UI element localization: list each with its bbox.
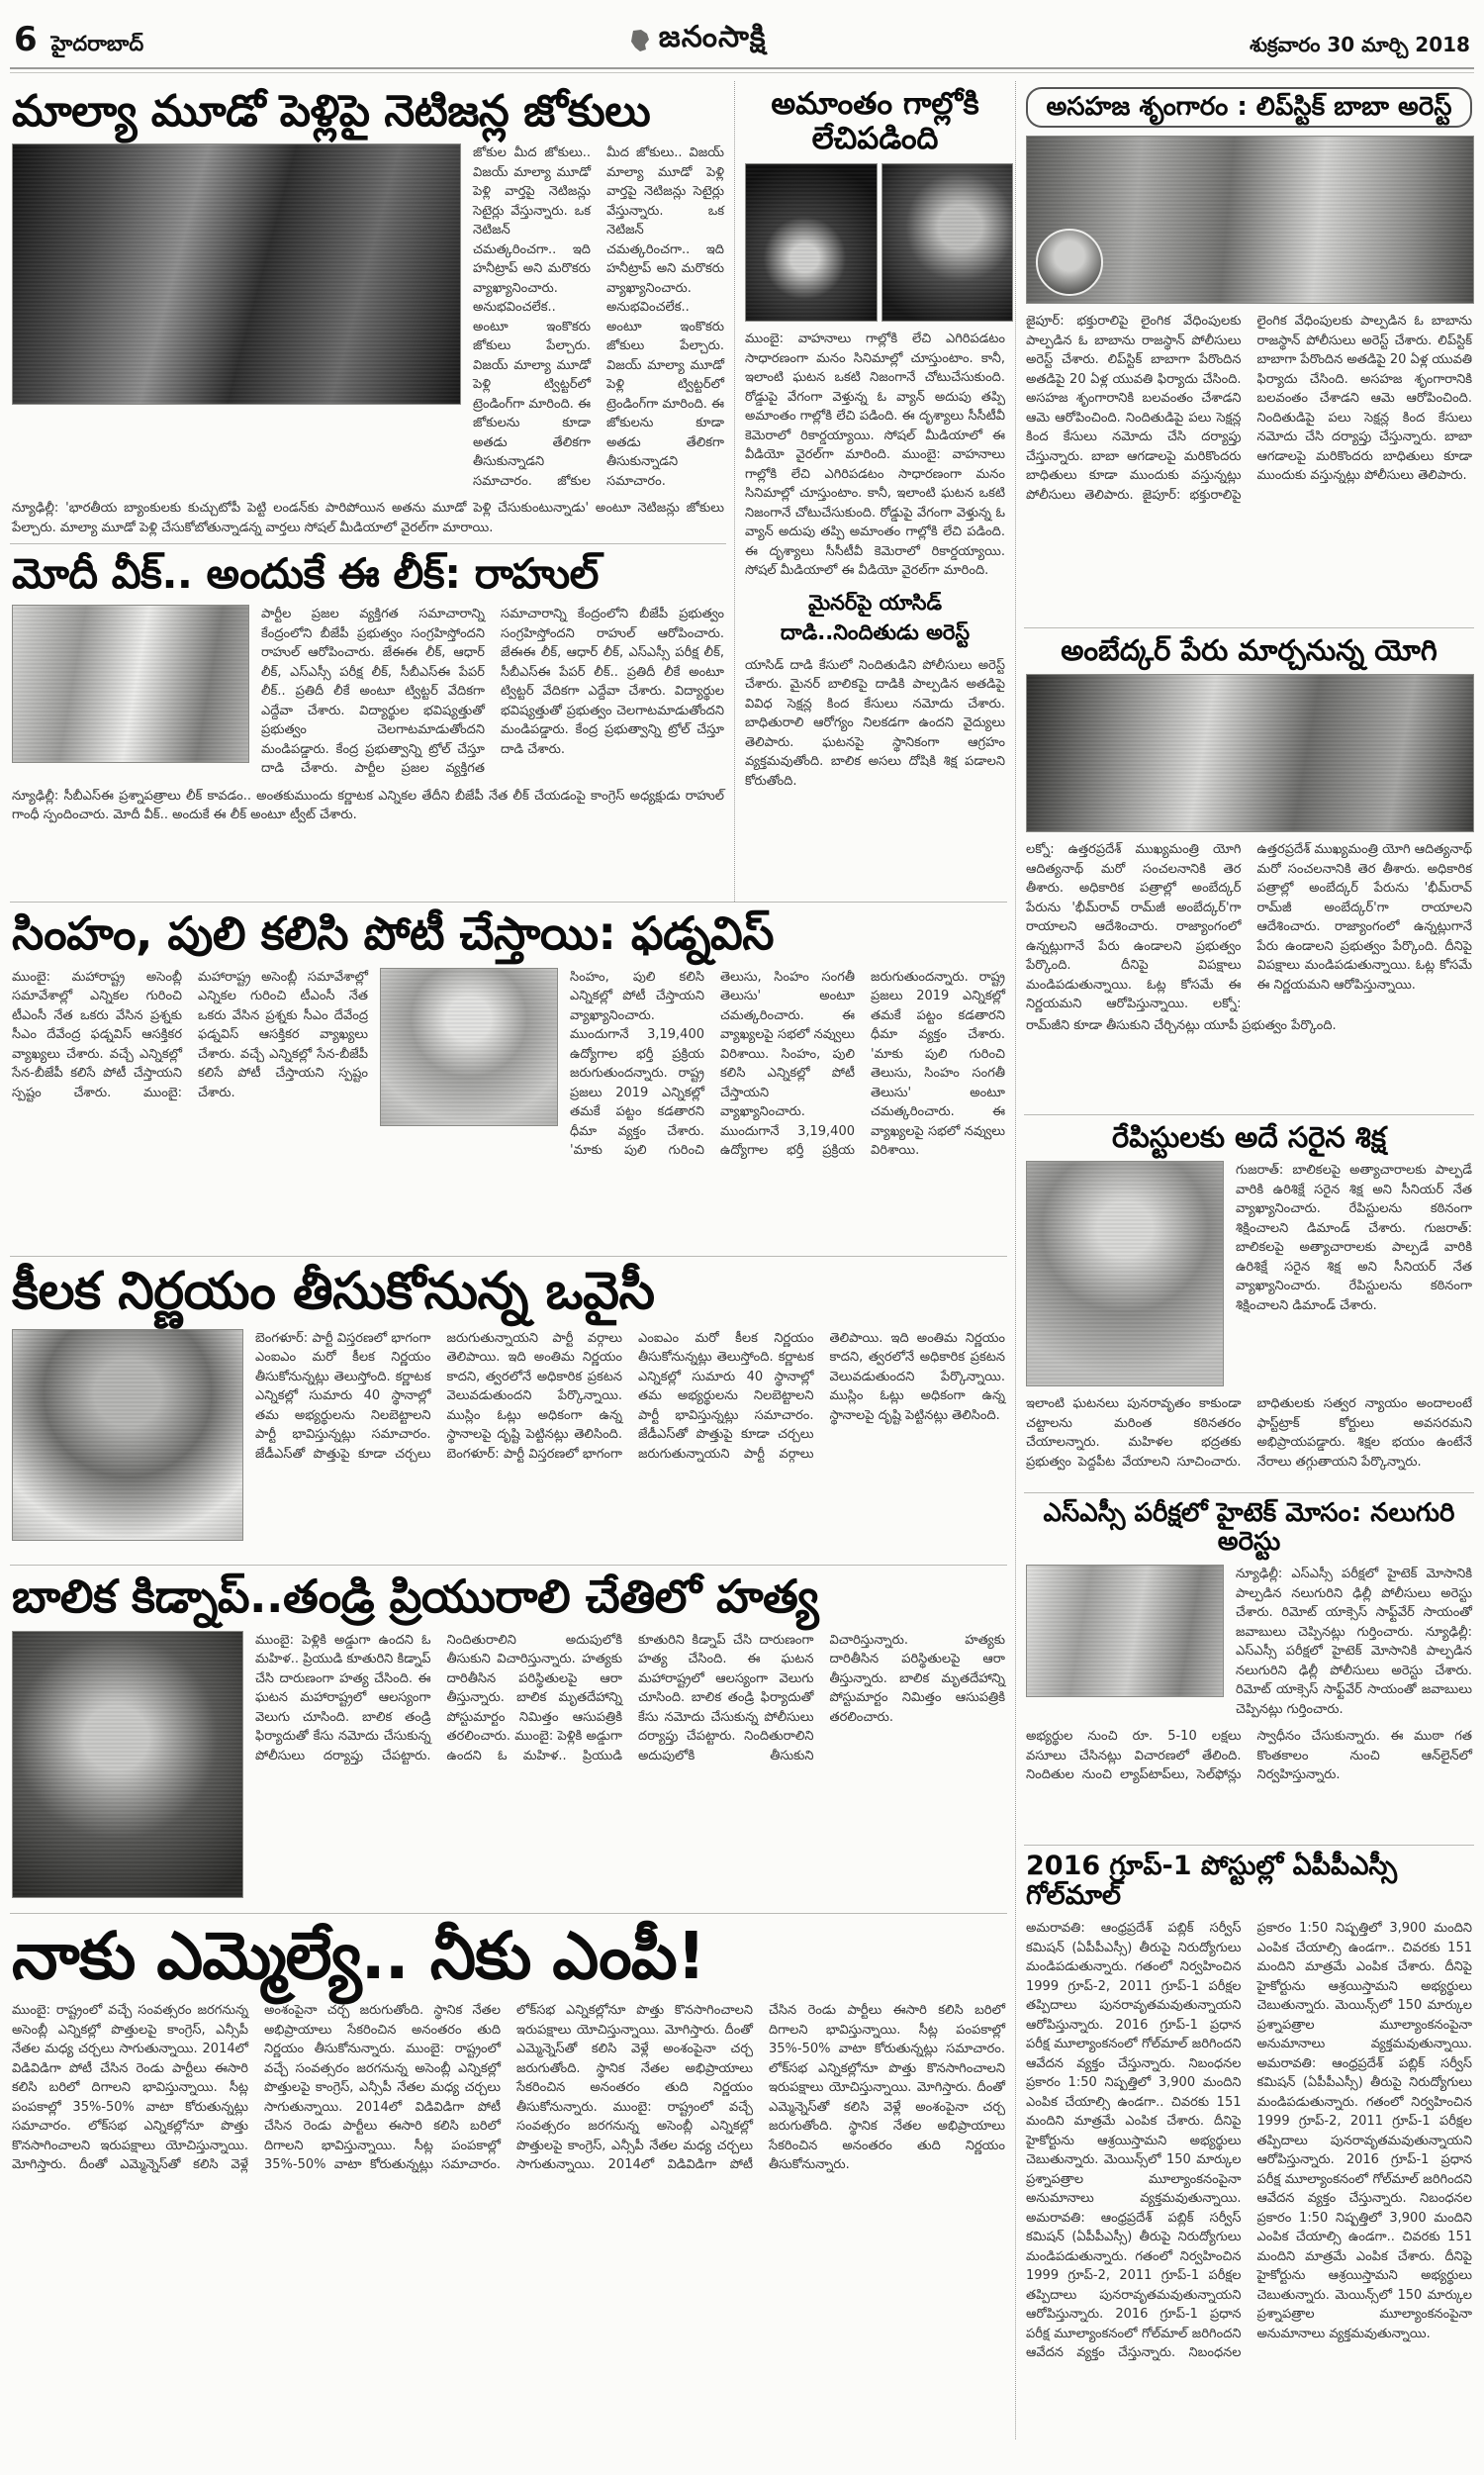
article-girl-murder: [10, 1565, 1007, 1913]
article-rapists-foot: ఇలాంటి ఘటనలు పునరావృతం కాకుండా చట్టాలను మరింత కఠినతరం చేయాలన్నారు. మహిళల భద్రతకు ప్రభుత్వం పెద్దపీట వేయాలని సూచించారు. బాధితులకు సత్వర న్యాయం అందాలంటే ఫాస్ట్‌ట్రాక్ కోర్టులు అవసరమని అభిప్రాయపడ్డారు. శిక్షల భయం ఉంటేనే నేరాలు తగ్గుతాయని పేర్కొన్నారు.: [1026, 1396, 1472, 1470]
article-baba-body: జైపూర్: భక్తురాలిపై లైంగిక వేధింపులకు పాల్పడిన ఓ బాబాను రాజస్థాన్ పోలీసులు అరెస్ట్ చేశారు. లిప్‌స్టిక్ బాబాగా పేరొందిన అతడిపై 20 ఏళ్ల యువతి ఫిర్యాదు చేసింది. అసహజ శృంగారానికి బలవంతం చేశాడని ఆమె ఆరోపించింది. నిందితుడిపై పలు సెక్షన్ల కింద కేసులు నమోదు చేసి దర్యాప్తు చేస్తున్నారు. బాబా ఆగడాలపై మరికొందరు బాధితులు కూడా ముందుకు వస్తున్నట్లు పోలీసులు తెలిపారు. జైపూర్: భక్తురాలిపై లైంగిక వేధింపులకు పాల్పడిన ఓ బాబాను రాజస్థాన్ పోలీసులు అరెస్ట్ చేశారు. లిప్‌స్టిక్ బాబాగా పేరొందిన అతడిపై 20 ఏళ్ల యువతి ఫిర్యాదు చేసింది. అసహజ శృంగారానికి బలవంతం చేశాడని ఆమె ఆరోపించింది. నిందితుడిపై పలు సెక్షన్ల కింద కేసులు నమోదు చేసి దర్యాప్తు చేస్తున్నారు. బాబా ఆగడాలపై మరికొందరు బాధితులు కూడా ముందుకు వస్తున్నట్లు పోలీసులు తెలిపారు.: [1026, 314, 1472, 503]
article-appsc-headline: 2016 గ్రూప్-1 పోస్టుల్లో ఏపీపీఎస్సీ గోల్‌మాల్: [1026, 1851, 1398, 1912]
article-owaisi: [10, 1256, 1007, 1565]
night-street-photo-left: [745, 163, 878, 322]
edition-label: హైదరాబాద్: [50, 32, 144, 55]
main-column-separator: [1015, 81, 1016, 2439]
owaisi-photo: [12, 1329, 243, 1541]
article-mallya-headline: మాల్యా మూడో పెళ్లిపై నెటిజన్ల జోకులు: [12, 86, 651, 137]
article-fadnavis-body-left: ముంబై: మహారాష్ట్ర అసెంబ్లీ సమావేశాల్లో ఎన్నికల గురించి టీఎంసీ నేత ఒకరు వేసిన ప్రశ్నకు సీఎం దేవేంద్ర ఫడ్నవిస్ ఆసక్తికర వ్యాఖ్యలు చేశారు. వచ్చే ఎన్నికల్లో సేన-బీజేపీ కలిసే పోటీ చేస్తాయని స్పష్టం చేశారు. ముంబై: మహారాష్ట్ర అసెంబ్లీ సమావేశాల్లో ఎన్నికల గురించి టీఎంసీ నేత ఒకరు వేసిన ప్రశ్నకు సీఎం దేవేంద్ర ఫడ్నవిస్ ఆసక్తికర వ్యాఖ్యలు చేశారు. వచ్చే ఎన్నికల్లో సేన-బీజేపీ కలిసే పోటీ చేస్తాయని స్పష్టం చేశారు.: [12, 969, 368, 1100]
article-ssc-fraud: [1024, 1492, 1474, 1845]
yogi-ambedkar-photo: [1026, 674, 1474, 832]
article-owaisi-body: బెంగళూర్: పార్టీ విస్తరణలో భాగంగా ఎంఐఎం మరో కీలక నిర్ణయం తీసుకోనున్నట్లు తెలుస్తోంది. కర్ణాటక ఎన్నికల్లో సుమారు 40 స్థానాల్లో తమ అభ్యర్థులను నిలబెట్టాలని పార్టీ భావిస్తున్నట్లు సమాచారం. జేడీఎస్‌తో పొత్తుపై కూడా చర్చలు జరుగుతున్నాయని పార్టీ వర్గాలు తెలిపాయి. ఇది అంతిమ నిర్ణయం కాదని, త్వరలోనే అధికారిక ప్రకటన వెలువడుతుందని పేర్కొన్నాయి. ముస్లిం ఓట్లు అధికంగా ఉన్న స్థానాలపై దృష్టి పెట్టినట్లు తెలిసింది. బెంగళూర్: పార్టీ విస్తరణలో భాగంగా ఎంఐఎం మరో కీలక నిర్ణయం తీసుకోనున్నట్లు తెలుస్తోంది. కర్ణాటక ఎన్నికల్లో సుమారు 40 స్థానాల్లో తమ అభ్యర్థులను నిలబెట్టాలని పార్టీ భావిస్తున్నట్లు సమాచారం. జేడీఎస్‌తో పొత్తుపై కూడా చర్చలు జరుగుతున్నాయని పార్టీ వర్గాలు తెలిపాయి. ఇది అంతిమ నిర్ణయం కాదని, త్వరలోనే అధికారిక ప్రకటన వెలువడుతుందని పేర్కొన్నాయి. ముస్లిం ఓట్లు అధికంగా ఉన్న స్థానాలపై దృష్టి పెట్టినట్లు తెలిసింది.: [255, 1330, 1005, 1462]
article-girl-body: ముంబై: పెళ్లికి అడ్డుగా ఉందని ఓ మహిళ.. ప్రియుడి కూతురిని కిడ్నాప్ చేసి దారుణంగా హత్య చేసింది. ఈ ఘటన మహారాష్ట్రలో ఆలస్యంగా వెలుగు చూసింది. బాలిక తండ్రి ఫిర్యాదుతో కేసు నమోదు చేసుకున్న పోలీసులు దర్యాప్తు చేపట్టారు. నిందితురాలిని అదుపులోకి తీసుకుని విచారిస్తున్నారు. హత్యకు దారితీసిన పరిస్థితులపై ఆరా తీస్తున్నారు. బాలిక మృతదేహాన్ని పోస్టుమార్టం నిమిత్తం ఆసుపత్రికి తరలించారు. ముంబై: పెళ్లికి అడ్డుగా ఉందని ఓ మహిళ.. ప్రియుడి కూతురిని కిడ్నాప్ చేసి దారుణంగా హత్య చేసింది. ఈ ఘటన మహారాష్ట్రలో ఆలస్యంగా వెలుగు చూసింది. బాలిక తండ్రి ఫిర్యాదుతో కేసు నమోదు చేసుకున్న పోలీసులు దర్యాప్తు చేపట్టారు. నిందితురాలిని అదుపులోకి తీసుకుని విచారిస్తున్నారు. హత్యకు దారితీసిన పరిస్థితులపై ఆరా తీస్తున్నారు. బాలిక మృతదేహాన్ని పోస్టుమార్టం నిమిత్తం ఆసుపత్రికి తరలించారు.: [255, 1632, 1005, 1763]
article-appsc: [1024, 1845, 1474, 2369]
article-rapists-body: గుజరాత్: బాలికలపై అత్యాచారాలకు పాల్పడే వారికి ఉరిశిక్షే సరైన శిక్ష అని సీనియర్ నేత వ్యాఖ్యానించారు. రేపిస్టులను కఠినంగా శిక్షించాలని డిమాండ్ చేశారు. గుజరాత్: బాలికలపై అత్యాచారాలకు పాల్పడే వారికి ఉరిశిక్షే సరైన శిక్ష అని సీనియర్ నేత వ్యాఖ్యానించారు. రేపిస్టులను కఠినంగా శిక్షించాలని డిమాండ్ చేశారు.: [1236, 1163, 1472, 1313]
article-appsc-body: అమరావతి: ఆంధ్రప్రదేశ్ పబ్లిక్ సర్వీస్ కమిషన్ (ఏపీపీఎస్సీ) తీరుపై నిరుద్యోగులు మండిపడుతున్నారు. గతంలో నిర్వహించిన 1999 గ్రూప్-2, 2011 గ్రూప్-1 పరీక్షల తప్పిదాలు పునరావృతమవుతున్నాయని ఆరోపిస్తున్నారు. 2016 గ్రూప్-1 ప్రధాన పరీక్ష మూల్యాంకనంలో గోల్‌మాల్ జరిగిందని ఆవేదన వ్యక్తం చేస్తున్నారు. నిబంధనల ప్రకారం 1:50 నిష్పత్తిలో 3,900 మందిని ఎంపిక చేయాల్సి ఉండగా.. చివరకు 151 మందిని మాత్రమే ఎంపిక చేశారు. దీనిపై హైకోర్టును ఆశ్రయిస్తామని అభ్యర్థులు చెబుతున్నారు. మెయిన్స్‌లో 150 మార్కుల ప్రశ్నాపత్రాల మూల్యాంకనంపైనా అనుమానాలు వ్యక్తమవుతున్నాయి. అమరావతి: ఆంధ్రప్రదేశ్ పబ్లిక్ సర్వీస్ కమిషన్ (ఏపీపీఎస్సీ) తీరుపై నిరుద్యోగులు మండిపడుతున్నారు. గతంలో నిర్వహించిన 1999 గ్రూప్-2, 2011 గ్రూప్-1 పరీక్షల తప్పిదాలు పునరావృతమవుతున్నాయని ఆరోపిస్తున్నారు. 2016 గ్రూప్-1 ప్రధాన పరీక్ష మూల్యాంకనంలో గోల్‌మాల్ జరిగిందని ఆవేదన వ్యక్తం చేస్తున్నారు. నిబంధనల ప్రకారం 1:50 నిష్పత్తిలో 3,900 మందిని ఎంపిక చేయాల్సి ఉండగా.. చివరకు 151 మందిని మాత్రమే ఎంపిక చేశారు. దీనిపై హైకోర్టును ఆశ్రయిస్తామని అభ్యర్థులు చెబుతున్నారు. మెయిన్స్‌లో 150 మార్కుల ప్రశ్నాపత్రాల మూల్యాంకనంపైనా అనుమానాలు వ్యక్తమవుతున్నాయి. అమరావతి: ఆంధ్రప్రదేశ్ పబ్లిక్ సర్వీస్ కమిషన్ (ఏపీపీఎస్సీ) తీరుపై నిరుద్యోగులు మండిపడుతున్నారు. గతంలో నిర్వహించిన 1999 గ్రూప్-2, 2011 గ్రూప్-1 పరీక్షల తప్పిదాలు పునరావృతమవుతున్నాయని ఆరోపిస్తున్నారు. 2016 గ్రూప్-1 ప్రధాన పరీక్ష మూల్యాంకనంలో గోల్‌మాల్ జరిగిందని ఆవేదన వ్యక్తం చేస్తున్నారు. నిబంధనల ప్రకారం 1:50 నిష్పత్తిలో 3,900 మందిని ఎంపిక చేయాల్సి ఉండగా.. చివరకు 151 మందిని మాత్రమే ఎంపిక చేశారు. దీనిపై హైకోర్టును ఆశ్రయిస్తామని అభ్యర్థులు చెబుతున్నారు. మెయిన్స్‌లో 150 మార్కుల ప్రశ్నాపత్రాల మూల్యాంకనంపైనా అనుమానాలు వ్యక్తమవుతున్నాయి.: [1026, 1921, 1472, 2361]
article-mallya: [10, 81, 726, 543]
article-rapists-headline: రేపిస్టులకు అదే సరైన శిక్ష: [1112, 1120, 1386, 1154]
article-girl-headline: బాలిక కిడ్నాప్..తండ్రి ప్రియురాలి చేతిలో హత్య: [12, 1570, 819, 1624]
article-yogi-ambedkar: [1024, 627, 1474, 1114]
article-modi-lede: న్యూఢిల్లీ: సీబీఎస్ఈ ప్రశ్నాపత్రాలు లీక్ కావడం.. అంతకుముందు కర్ణాటక ఎన్నికల తేదీని బీజేపీ నేత లీక్ చేయడంపై కాంగ్రెస్ అధ్యక్షుడు రాహుల్ గాంధీ స్పందించారు. మోదీ వీక్.. అందుకే ఈ లీక్ అంటూ ట్వీట్ చేశారు.: [12, 788, 724, 823]
page-number: 6: [14, 20, 38, 59]
article-ssc-foot: అభ్యర్థుల నుంచి రూ. 5-10 లక్షలు వసూలు చేసినట్లు విచారణలో తేలింది. నిందితుల నుంచి ల్యాప్‌టాప్‌లు, సెల్‌ఫోన్లు స్వాధీనం చేసుకున్నారు. ఈ ముఠా గత కొంతకాలం నుంచి ఆన్‌లైన్‌లో నిర్వహిస్తున్నారు.: [1026, 1729, 1472, 1783]
article-yogi-endline: రామ్‌జీని కూడా తీసుకుని చేర్చినట్లు యూపీ ప్రభుత్వం పేర్కొంది.: [1026, 1017, 1337, 1033]
masthead: [627, 20, 767, 61]
masthead-logo-icon: [627, 28, 653, 53]
minister-photo: [1026, 1161, 1224, 1386]
article-aerial-van: [743, 81, 1007, 797]
article-mallya-body: జోకుల మీద జోకులు.. విజయ్ మాల్యా మూడో పెళ్లి వార్తపై నెటిజన్లు సెటైర్లు వేస్తున్నారు. ఒక నెటిజన్ చమత్కరించగా.. ఇది హనీట్రాప్ అని మరొకరు వ్యాఖ్యానించారు. అనుభవించలేక.. అంటూ ఇంకొకరు జోకులు పేల్చారు. విజయ్ మాల్యా మూడో పెళ్లి ట్విట్టర్‌లో ట్రెండింగ్‌గా మారింది. ఈ జోకులను కూడా అతడు తేలికగా తీసుకున్నాడని సమాచారం. జోకుల మీద జోకులు.. విజయ్ మాల్యా మూడో పెళ్లి వార్తపై నెటిజన్లు సెటైర్లు వేస్తున్నారు. ఒక నెటిజన్ చమత్కరించగా.. ఇది హనీట్రాప్ అని మరొకరు వ్యాఖ్యానించారు. అనుభవించలేక.. అంటూ ఇంకొకరు జోకులు పేల్చారు. విజయ్ మాల్యా మూడో పెళ్లి ట్విట్టర్‌లో ట్రెండింగ్‌గా మారింది. ఈ జోకులను కూడా అతడు తేలికగా తీసుకున్నాడని సమాచారం.: [473, 145, 724, 489]
article-ssc-body: న్యూఢిల్లీ: ఎస్ఎస్సీ పరీక్షలో హైటెక్ మోసానికి పాల్పడిన నలుగురిని ఢిల్లీ పోలీసులు అరెస్టు చేశారు. రిమోట్ యాక్సెస్ సాఫ్ట్‌వేర్ సాయంతో జవాబులు చెప్పినట్లు గుర్తించారు. న్యూఢిల్లీ: ఎస్ఎస్సీ పరీక్షలో హైటెక్ మోసానికి పాల్పడిన నలుగురిని ఢిల్లీ పోలీసులు అరెస్టు చేశారు. రిమోట్ యాక్సెస్ సాఫ్ట్‌వేర్ సాయంతో జవాబులు చెప్పినట్లు గుర్తించారు.: [1236, 1567, 1472, 1717]
exam-hall-photo: [1026, 1565, 1224, 1697]
article-mla-headline: నాకు ఎమ్మెల్యే.. నీకు ఎంపీ!: [12, 1918, 705, 1995]
article-mallya-caption: న్యూఢిల్లీ: 'భారతీయ బ్యాంకులకు కుచ్చుటోపీ పెట్టి లండన్‌కు పారిపోయిన అతను మూడో పెళ్లి చేసుకుంటున్నాడు' అంటూ నెటిజన్లు జోకులు పేల్చారు. మాల్యా మూడో పెళ్లి చేసుకోబోతున్నాడన్న వార్తలు సోషల్ మీడియాలో వైరల్‌గా మారాయి.: [12, 501, 724, 535]
article-fadnavis-headline: సింహం, పులి కలిసి పోటీ చేస్తాయి: ఫడ్నవిస్: [12, 906, 775, 961]
article-baba-headline: అసహజ శృంగారం : లిప్‌స్టిక్ బాబా అరెస్ట్: [1026, 87, 1472, 128]
header-rule: [10, 67, 1474, 73]
article-aerial-headline: అమాంతం గాల్లోకి లేచిపడింది: [771, 86, 979, 156]
acid-attack-body: యాసిడ్ దాడి కేసులో నిందితుడిని పోలీసులు అరెస్ట్ చేశారు. మైనర్ బాలికపై దాడికి పాల్పడిన అతడిపై వివిధ సెక్షన్ల కింద కేసులు నమోదు చేశారు. బాధితురాలి ఆరోగ్యం నిలకడగా ఉందని వైద్యులు తెలిపారు. ఘటనపై స్థానికంగా ఆగ్రహం వ్యక్తమవుతోంది. బాలిక అసలు దోషికి శిక్ష పడాలని కోరుతోంది.: [745, 657, 1005, 789]
article-modi-body: పార్టీల ప్రజల వ్యక్తిగత సమాచారాన్ని కేంద్రంలోని బీజేపీ ప్రభుత్వం సంగ్రహిస్తోందని రాహుల్ ఆరోపించారు. జేఈఈ లీక్, ఆధార్ లీక్, ఎస్ఎస్సీ పరీక్ష లీక్, సీబీఎస్ఈ పేపర్ లీక్.. ప్రతిదీ లీకే అంటూ ట్విట్టర్ వేదికగా ఎద్దేవా చేశారు. విద్యార్థుల భవిష్యత్తుతో ప్రభుత్వం చెలగాటమాడుతోందని మండిపడ్డారు. కేంద్ర ప్రభుత్వాన్ని ట్రోల్ చేస్తూ దాడి చేశారు. పార్టీల ప్రజల వ్యక్తిగత సమాచారాన్ని కేంద్రంలోని బీజేపీ ప్రభుత్వం సంగ్రహిస్తోందని రాహుల్ ఆరోపించారు. జేఈఈ లీక్, ఆధార్ లీక్, ఎస్ఎస్సీ పరీక్ష లీక్, సీబీఎస్ఈ పేపర్ లీక్.. ప్రతిదీ లీకే అంటూ ట్విట్టర్ వేదికగా ఎద్దేవా చేశారు. విద్యార్థుల భవిష్యత్తుతో ప్రభుత్వం చెలగాటమాడుతోందని మండిపడ్డారు. కేంద్ర ప్రభుత్వాన్ని ట్రోల్ చేస్తూ దాడి చేశారు.: [261, 607, 724, 777]
date-label: శుక్రవారం 30 మార్చి 2018: [1250, 33, 1470, 56]
fadnavis-photo: [380, 968, 558, 1126]
article-yogi-body: లక్నో: ఉత్తరప్రదేశ్ ముఖ్యమంత్రి యోగి ఆదిత్యనాథ్ మరో సంచలనానికి తెర తీశారు. అధికారిక పత్రాల్లో అంబేద్కర్ పేరును 'భీమ్‌రావ్ రామ్‌జీ అంబేద్కర్'గా రాయాలని ఆదేశించారు. రాజ్యాంగంలో ఉన్నట్లుగానే పేరు ఉండాలని ప్రభుత్వం పేర్కొంది. దీనిపై విపక్షాలు మండిపడుతున్నాయి. ఓట్ల కోసమే ఈ నిర్ణయమని ఆరోపిస్తున్నాయి. లక్నో: ఉత్తరప్రదేశ్ ముఖ్యమంత్రి యోగి ఆదిత్యనాథ్ మరో సంచలనానికి తెర తీశారు. అధికారిక పత్రాల్లో అంబేద్కర్ పేరును 'భీమ్‌రావ్ రామ్‌జీ అంబేద్కర్'గా రాయాలని ఆదేశించారు. రాజ్యాంగంలో ఉన్నట్లుగానే పేరు ఉండాలని ప్రభుత్వం పేర్కొంది. దీనిపై విపక్షాలు మండిపడుతున్నాయి. ఓట్ల కోసమే ఈ నిర్ణయమని ఆరోపిస్తున్నాయి.: [1026, 842, 1472, 1012]
article-fadnavis-body-right: సింహం, పులి కలిసి ఎన్నికల్లో పోటీ చేస్తాయని వ్యాఖ్యానించారు. ముందుగానే 3,19,400 ఉద్యోగాల భర్తీ ప్రక్రియ జరుగుతుందన్నారు. రాష్ట్ర ప్రజలు 2019 ఎన్నికల్లో తమకే పట్టం కడతారని ధీమా వ్యక్తం చేశారు. 'మాకు పులి గురించి తెలుసు, సింహం సంగతీ తెలుసు' అంటూ చమత్కరించారు. ఈ వ్యాఖ్యలపై సభలో నవ్వులు విరిశాయి. సింహం, పులి కలిసి ఎన్నికల్లో పోటీ చేస్తాయని వ్యాఖ్యానించారు. ముందుగానే 3,19,400 ఉద్యోగాల భర్తీ ప్రక్రియ జరుగుతుందన్నారు. రాష్ట్ర ప్రజలు 2019 ఎన్నికల్లో తమకే పట్టం కడతారని ధీమా వ్యక్తం చేశారు. 'మాకు పులి గురించి తెలుసు, సింహం సంగతీ తెలుసు' అంటూ చమత్కరించారు. ఈ వ్యాఖ్యలపై సభలో నవ్వులు విరిశాయి.: [570, 969, 1005, 1159]
article-mla-body: ముంబై: రాష్ట్రంలో వచ్చే సంవత్సరం జరగనున్న అసెంబ్లీ ఎన్నికల్లో పొత్తులపై కాంగ్రెస్, ఎన్సీపీ నేతల మధ్య చర్చలు సాగుతున్నాయి. 2014లో విడివిడిగా పోటీ చేసిన రెండు పార్టీలు ఈసారి కలిసి బరిలో దిగాలని భావిస్తున్నాయి. సీట్ల పంపకాల్లో 35%-50% వాటా కోరుతున్నట్లు సమాచారం. లోక్‌సభ ఎన్నికల్లోనూ పొత్తు కొనసాగించాలని ఇరుపక్షాలు యోచిస్తున్నాయి. మోగిస్తారు. దీంతో ఎమ్మెన్నెస్‌తో కలిసి వెళ్లే అంశంపైనా చర్చ జరుగుతోంది. స్థానిక నేతల అభిప్రాయాలు సేకరించిన అనంతరం తుది నిర్ణయం తీసుకోనున్నారు. ముంబై: రాష్ట్రంలో వచ్చే సంవత్సరం జరగనున్న అసెంబ్లీ ఎన్నికల్లో పొత్తులపై కాంగ్రెస్, ఎన్సీపీ నేతల మధ్య చర్చలు సాగుతున్నాయి. 2014లో విడివిడిగా పోటీ చేసిన రెండు పార్టీలు ఈసారి కలిసి బరిలో దిగాలని భావిస్తున్నాయి. సీట్ల పంపకాల్లో 35%-50% వాటా కోరుతున్నట్లు సమాచారం. లోక్‌సభ ఎన్నికల్లోనూ పొత్తు కొనసాగించాలని ఇరుపక్షాలు యోచిస్తున్నాయి. మోగిస్తారు. దీంతో ఎమ్మెన్నెస్‌తో కలిసి వెళ్లే అంశంపైనా చర్చ జరుగుతోంది. స్థానిక నేతల అభిప్రాయాలు సేకరించిన అనంతరం తుది నిర్ణయం తీసుకోనున్నారు. ముంబై: రాష్ట్రంలో వచ్చే సంవత్సరం జరగనున్న అసెంబ్లీ ఎన్నికల్లో పొత్తులపై కాంగ్రెస్, ఎన్సీపీ నేతల మధ్య చర్చలు సాగుతున్నాయి. 2014లో విడివిడిగా పోటీ చేసిన రెండు పార్టీలు ఈసారి కలిసి బరిలో దిగాలని భావిస్తున్నాయి. సీట్ల పంపకాల్లో 35%-50% వాటా కోరుతున్నట్లు సమాచారం. లోక్‌సభ ఎన్నికల్లోనూ పొత్తు కొనసాగించాలని ఇరుపక్షాలు యోచిస్తున్నాయి. మోగిస్తారు. దీంతో ఎమ్మెన్నెస్‌తో కలిసి వెళ్లే అంశంపైనా చర్చ జరుగుతోంది. స్థానిక నేతల అభిప్రాయాలు సేకరించిన అనంతరం తుది నిర్ణయం తీసుకోనున్నారు.: [12, 2003, 1005, 2173]
baba-inset-portrait: [1036, 229, 1103, 296]
column-separator: [734, 81, 735, 902]
article-mla-mp: [10, 1913, 1007, 2439]
girl-photo: [12, 1631, 243, 1898]
article-yogi-headline: అంబేద్కర్ పేరు మార్చనున్న యోగి: [1061, 633, 1438, 667]
article-owaisi-headline: కీలక నిర్ణయం తీసుకోనున్న ఒవైసీ: [12, 1262, 655, 1322]
night-street-photos: [745, 163, 1005, 322]
masthead-title: జనంసాక్షి: [658, 20, 767, 54]
page-header: [10, 10, 1474, 61]
article-modi-leak: [10, 543, 726, 902]
article-aerial-body: ముంబై: వాహనాలు గాల్లోకి లేచి ఎగిరిపడటం సాధారణంగా మనం సినిమాల్లో చూస్తుంటాం. కానీ, ఇలాంటి ఘటన ఒకటి నిజంగానే చోటుచేసుకుంది. రోడ్డుపై వేగంగా వెళ్తున్న ఓ వ్యాన్ అదుపు తప్పి అమాంతం గాల్లోకి లేచి పడింది. ఈ దృశ్యాలు సీసీటీవీ కెమెరాలో రికార్డయ్యాయి. సోషల్ మీడియాలో ఈ వీడియో వైరల్‌గా మారింది. ముంబై: వాహనాలు గాల్లోకి లేచి ఎగిరిపడటం సాధారణంగా మనం సినిమాల్లో చూస్తుంటాం. కానీ, ఇలాంటి ఘటన ఒకటి నిజంగానే చోటుచేసుకుంది. రోడ్డుపై వేగంగా వెళ్తున్న ఓ వ్యాన్ అదుపు తప్పి అమాంతం గాల్లోకి లేచి పడింది. ఈ దృశ్యాలు సీసీటీవీ కెమెరాలో రికార్డయ్యాయి. సోషల్ మీడియాలో ఈ వీడియో వైరల్‌గా మారింది.: [745, 332, 1005, 579]
article-modi-headline: మోదీ వీక్.. అందుకే ఈ లీక్: రాహుల్: [12, 549, 599, 599]
article-fadnavis: [10, 902, 1007, 1256]
article-rapists: [1024, 1114, 1474, 1492]
mallya-wedding-photo: [12, 143, 461, 405]
article-lipstick-baba: [1024, 81, 1474, 627]
article-ssc-headline: ఎస్ఎస్సీ పరీక్షలో హైటెక్ మోసం: నలుగురి అరెస్టు: [1043, 1498, 1455, 1558]
acid-attack-subheadline: మైనర్‌పై యాసిడ్ దాడి..నిందితుడు అరెస్ట్: [780, 590, 971, 644]
night-street-photo-right: [881, 163, 1014, 322]
rahul-gandhi-photo: [12, 605, 249, 763]
